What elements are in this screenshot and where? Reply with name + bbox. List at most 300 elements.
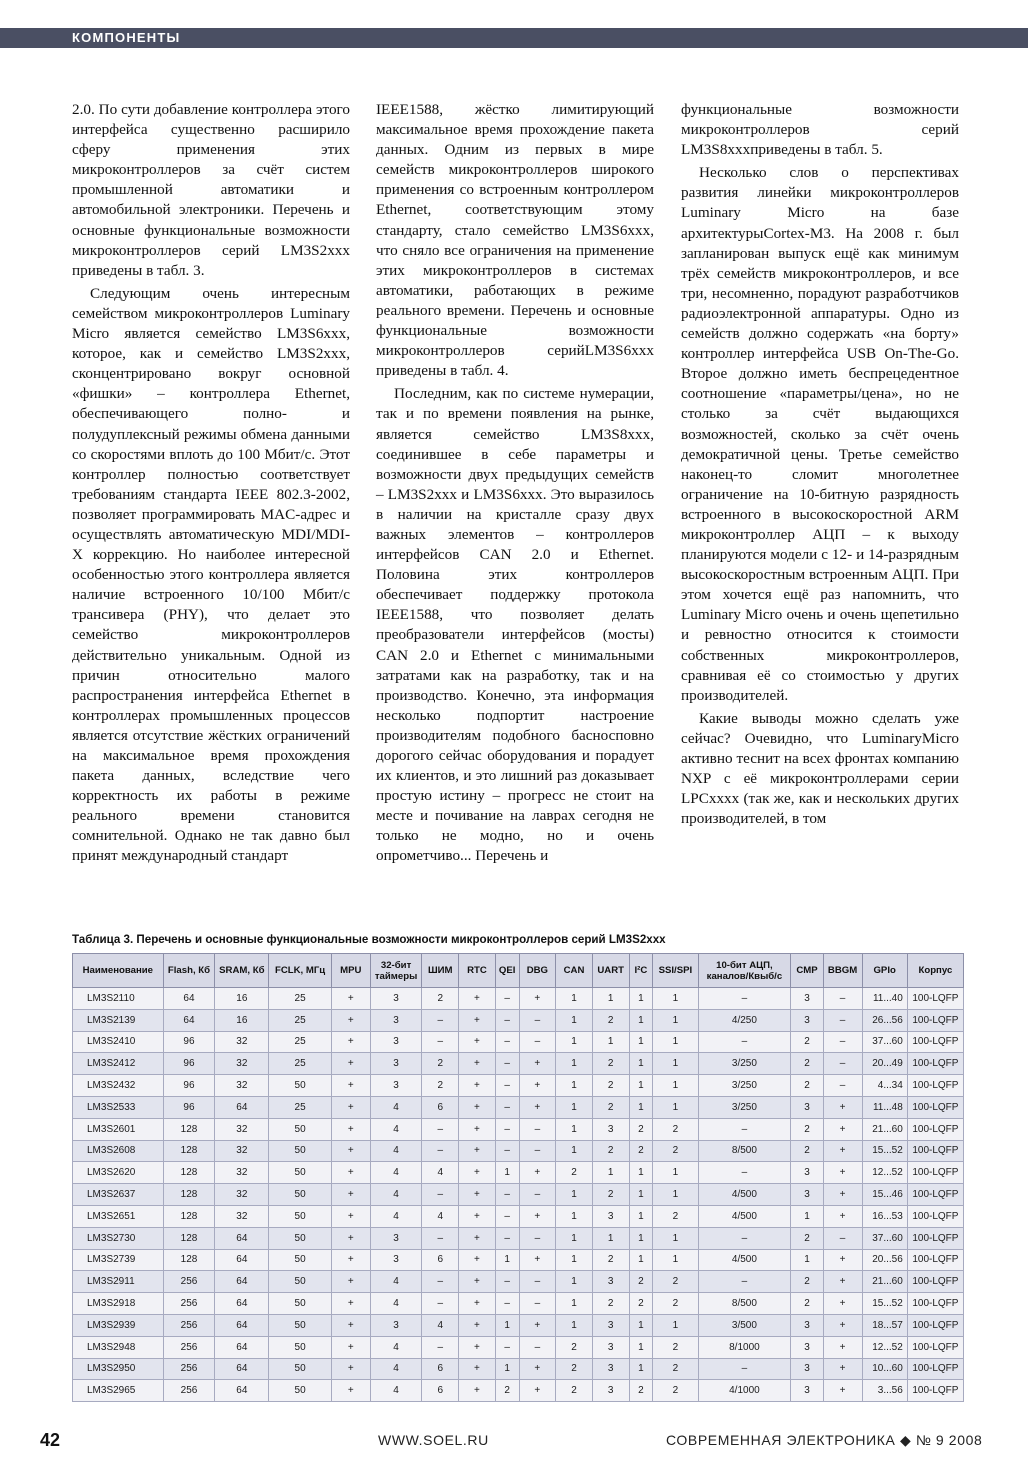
paragraph: функциональные возможности микроконтроллеров серий LM3S8xxxприведены в табл. 5. — [681, 101, 959, 159]
table-cell: – — [519, 1336, 556, 1358]
table-cell: 100-LQFP — [907, 1075, 963, 1097]
table-cell: 32 — [215, 1053, 269, 1075]
table-cell: – — [823, 1009, 862, 1031]
table-cell: + — [823, 1249, 862, 1271]
table-cell: + — [459, 988, 496, 1010]
table-cell: 4 — [370, 1096, 422, 1118]
table-cell: + — [459, 1162, 496, 1184]
table-cell: 8/1000 — [698, 1336, 791, 1358]
table-cell: + — [519, 1205, 556, 1227]
table-cell: – — [698, 1162, 791, 1184]
table-cell: 1 — [653, 1227, 698, 1249]
table-cell: 50 — [269, 1075, 332, 1097]
paragraph: IEEE1588, жёстко лимитирующий максимальное время прохождение пакета данных. Одним из первых в мире семейств микроконтроллеров широкого применения со встроенным контроллером Ethernet, соответствующим этому стандарту, стало семейство LM3S6xxx, что сняло все ограничения на применение этих микроконтроллеров в системах автоматики, работающих в режиме реального времени. Перечень и основные функциональные возможности микроконтроллеров серийLM3S6xxx приведены в табл. 4. — [376, 101, 654, 380]
table-cell: + — [459, 1031, 496, 1053]
column-header: SRAM, Кб — [215, 954, 269, 988]
table-cell: – — [495, 1293, 519, 1315]
table-cell: + — [459, 1314, 496, 1336]
table-cell: 4...34 — [862, 1075, 907, 1097]
table-cell: 1 — [653, 1249, 698, 1271]
table-cell: – — [698, 988, 791, 1010]
table-cell: 16...53 — [862, 1205, 907, 1227]
table-cell: + — [519, 1075, 556, 1097]
table-row — [73, 1227, 964, 1249]
table-cell: 15...52 — [862, 1293, 907, 1315]
table-cell: + — [519, 1096, 556, 1118]
table-cell: 3/250 — [698, 1053, 791, 1075]
table-cell: 50 — [269, 1249, 332, 1271]
column-header: DBG — [519, 954, 556, 988]
table-cell: + — [459, 1053, 496, 1075]
table-cell: 12...52 — [862, 1336, 907, 1358]
table-cell: 3 — [592, 1358, 629, 1380]
table-cell: 128 — [163, 1140, 215, 1162]
table-cell: + — [331, 1336, 370, 1358]
table-cell: 25 — [269, 1031, 332, 1053]
table-cell: 3 — [370, 1249, 422, 1271]
table-cell: + — [459, 1358, 496, 1380]
table-cell: + — [459, 1249, 496, 1271]
table-cell: 2 — [592, 1096, 629, 1118]
table-cell: 256 — [163, 1336, 215, 1358]
table-cell: LM3S2432 — [73, 1075, 164, 1097]
table-cell: 1 — [629, 1096, 653, 1118]
table-cell: + — [823, 1271, 862, 1293]
table-cell: 50 — [269, 1336, 332, 1358]
table-cell: – — [519, 1140, 556, 1162]
table-cell: – — [422, 1118, 459, 1140]
column-header: UART — [592, 954, 629, 988]
table-cell: 50 — [269, 1184, 332, 1206]
table-cell: 100-LQFP — [907, 1271, 963, 1293]
table-cell: 2 — [653, 1358, 698, 1380]
table-row — [73, 1249, 964, 1271]
table-cell: – — [519, 1118, 556, 1140]
table-cell: 3 — [791, 1380, 823, 1402]
table-cell: 1 — [556, 988, 593, 1010]
table-row — [73, 1162, 964, 1184]
table-cell: + — [519, 1249, 556, 1271]
table-cell: 4/500 — [698, 1249, 791, 1271]
table-cell: 2 — [592, 1184, 629, 1206]
table-cell: 21...60 — [862, 1118, 907, 1140]
table-cell: 6 — [422, 1380, 459, 1402]
table-cell: 128 — [163, 1162, 215, 1184]
table-cell: – — [422, 1336, 459, 1358]
table-cell: – — [823, 1031, 862, 1053]
table-cell: – — [422, 1271, 459, 1293]
table-cell: 2 — [653, 1293, 698, 1315]
table-cell: – — [823, 988, 862, 1010]
table-cell: 100-LQFP — [907, 1140, 963, 1162]
table-cell: 3 — [791, 988, 823, 1010]
table-cell: + — [823, 1118, 862, 1140]
table-cell: 20...56 — [862, 1249, 907, 1271]
table-cell: 3 — [592, 1380, 629, 1402]
table-cell: 64 — [215, 1380, 269, 1402]
table-cell: + — [459, 1380, 496, 1402]
table-cell: 100-LQFP — [907, 1009, 963, 1031]
table-cell: 100-LQFP — [907, 1053, 963, 1075]
table-cell: + — [823, 1358, 862, 1380]
column-header: ШИМ — [422, 954, 459, 988]
table-cell: + — [459, 1009, 496, 1031]
table-cell: 3...56 — [862, 1380, 907, 1402]
table-cell: 3 — [791, 1336, 823, 1358]
table-cell: 1 — [495, 1358, 519, 1380]
text-column-1 — [72, 100, 350, 867]
table-cell: 1 — [629, 1205, 653, 1227]
table-cell: 2 — [653, 1205, 698, 1227]
table-cell: + — [331, 1293, 370, 1315]
table-row — [73, 1380, 964, 1402]
table-cell: 2 — [653, 1118, 698, 1140]
table-cell: – — [698, 1358, 791, 1380]
table-row — [73, 988, 964, 1010]
column-header: CMP — [791, 954, 823, 988]
table-cell: 1 — [556, 1075, 593, 1097]
table-cell: 96 — [163, 1075, 215, 1097]
table-cell: + — [331, 1162, 370, 1184]
table-row — [73, 1205, 964, 1227]
table-cell: – — [422, 1184, 459, 1206]
table-cell: LM3S2139 — [73, 1009, 164, 1031]
table-cell: 50 — [269, 1380, 332, 1402]
journal-issue: СОВРЕМЕННАЯ ЭЛЕКТРОНИКА ◆ № 9 2008 — [666, 1432, 983, 1448]
paragraph: Последним, как по системе нумерации, так и по времени появления на рынке, является семейство LM3S8xxx, соединившее в себе параметры и возможности двух предыдущих семейств – LM3S2xxx и LM3S6xxx. Это выразилось в наличии на кристалле сразу двух важных элементов – контроллеров интерфейсов CAN 2.0 и Ethernet. Половина этих контроллеров обеспечивает поддержку протокола IEEE1588, что позволяет делать преобразователи интерфейсов (мосты) CAN 2.0 и Ethernet с минимальными затратами как на разработку, так и на производство. Конечно, эта информация несколько подпортит настроение производителям подобного басносповно дорогого сейчас оборудования и порадует их клиентов, и это лишний раз доказывает простую истину – прогресс не стоит на месте и почивание на лаврах сегодня не только не модно, но и очень опрометчиво... Перечень и — [376, 385, 654, 865]
table-cell: 32 — [215, 1184, 269, 1206]
table-cell: – — [422, 1227, 459, 1249]
table-cell: 2 — [592, 1075, 629, 1097]
table-cell: 256 — [163, 1271, 215, 1293]
table-cell: 2 — [791, 1075, 823, 1097]
table-cell: 50 — [269, 1118, 332, 1140]
table-cell: – — [495, 1031, 519, 1053]
table-row — [73, 1336, 964, 1358]
table-cell: 2 — [791, 1227, 823, 1249]
table-cell: 2 — [629, 1380, 653, 1402]
table-cell: 128 — [163, 1118, 215, 1140]
table-row — [73, 1118, 964, 1140]
table-row — [73, 1271, 964, 1293]
table-cell: 3 — [592, 1271, 629, 1293]
table-cell: 4/500 — [698, 1184, 791, 1206]
table-cell: 3 — [791, 1314, 823, 1336]
table-cell: LM3S2965 — [73, 1380, 164, 1402]
table-cell: – — [823, 1053, 862, 1075]
table-cell: 4 — [370, 1380, 422, 1402]
table-cell: 8/500 — [698, 1140, 791, 1162]
table-cell: 64 — [163, 1009, 215, 1031]
column-header: CAN — [556, 954, 593, 988]
column-header: 32-бит таймеры — [370, 954, 422, 988]
table-cell: 3 — [592, 1118, 629, 1140]
table-cell: 100-LQFP — [907, 1205, 963, 1227]
table-cell: + — [331, 1031, 370, 1053]
table-cell: + — [823, 1140, 862, 1162]
table-cell: – — [495, 1009, 519, 1031]
table-cell: + — [823, 1184, 862, 1206]
table-cell: 3 — [791, 1162, 823, 1184]
table-cell: 1 — [653, 1031, 698, 1053]
table-cell: 3 — [370, 1227, 422, 1249]
table-cell: 100-LQFP — [907, 1293, 963, 1315]
table-cell: + — [331, 1380, 370, 1402]
table-cell: 2 — [653, 1140, 698, 1162]
table-cell: 12...52 — [862, 1162, 907, 1184]
table-cell: – — [495, 1336, 519, 1358]
table-cell: + — [331, 1009, 370, 1031]
table-cell: – — [519, 1293, 556, 1315]
table-cell: – — [422, 1293, 459, 1315]
table-cell: – — [495, 1140, 519, 1162]
table-cell: 100-LQFP — [907, 1227, 963, 1249]
table-cell: + — [823, 1205, 862, 1227]
table-cell: 25 — [269, 1053, 332, 1075]
table-cell: 4 — [370, 1336, 422, 1358]
table-cell: LM3S2601 — [73, 1118, 164, 1140]
table-cell: 2 — [556, 1162, 593, 1184]
column-header: Наименование — [73, 954, 164, 988]
table-cell: 3 — [370, 1009, 422, 1031]
table-cell: – — [422, 1009, 459, 1031]
column-header: Корпус — [907, 954, 963, 988]
table-cell: 1 — [556, 1314, 593, 1336]
table-cell: 64 — [215, 1293, 269, 1315]
table-cell: 64 — [215, 1358, 269, 1380]
table-caption: Таблица 3. Перечень и основные функциональные возможности микроконтроллеров серий LM3S2xxx — [72, 933, 666, 946]
table-cell: 2 — [592, 1053, 629, 1075]
table-cell: 100-LQFP — [907, 1162, 963, 1184]
table-cell: 128 — [163, 1227, 215, 1249]
table-cell: + — [519, 988, 556, 1010]
table-cell: 25 — [269, 988, 332, 1010]
table-cell: 2 — [791, 1053, 823, 1075]
table-cell: 2 — [556, 1336, 593, 1358]
table-cell: 128 — [163, 1249, 215, 1271]
table-cell: 15...52 — [862, 1140, 907, 1162]
table-cell: 1 — [629, 1358, 653, 1380]
table-cell: 4 — [370, 1118, 422, 1140]
table-cell: 2 — [422, 988, 459, 1010]
table-cell: + — [459, 1184, 496, 1206]
table-cell: 96 — [163, 1096, 215, 1118]
table-cell: 256 — [163, 1314, 215, 1336]
table-cell: 96 — [163, 1031, 215, 1053]
table-cell: 1 — [653, 1162, 698, 1184]
table-cell: 64 — [215, 1271, 269, 1293]
table-row — [73, 1140, 964, 1162]
table-cell: + — [459, 1205, 496, 1227]
table-cell: 1 — [791, 1205, 823, 1227]
table-row — [73, 1293, 964, 1315]
table-cell: 50 — [269, 1205, 332, 1227]
table-cell: 32 — [215, 1118, 269, 1140]
table-cell: 4/250 — [698, 1009, 791, 1031]
paragraph: 2.0. По сути добавление контроллера этого интерфейса существенно расширило сферу применения этих микроконтроллеров за счёт систем промышленной автоматики и автомобильной электроники. Перечень и основные функциональные возможности микроконтроллеров серий LM3S2xxx приведены в табл. 3. — [72, 101, 350, 279]
table-cell: LM3S2918 — [73, 1293, 164, 1315]
table-cell: 1 — [653, 1096, 698, 1118]
table-cell: 2 — [791, 1271, 823, 1293]
table-cell: 3 — [592, 1314, 629, 1336]
table-cell: 2 — [592, 1293, 629, 1315]
table-cell: – — [823, 1227, 862, 1249]
table-cell: 16 — [215, 1009, 269, 1031]
section-header-band — [0, 28, 1028, 48]
table-cell: 3 — [370, 1031, 422, 1053]
table-cell: 4 — [370, 1162, 422, 1184]
table-cell: 50 — [269, 1162, 332, 1184]
table-cell: LM3S2608 — [73, 1140, 164, 1162]
table-cell: – — [519, 1227, 556, 1249]
table-cell: – — [698, 1118, 791, 1140]
table-cell: – — [495, 1118, 519, 1140]
table-cell: 256 — [163, 1380, 215, 1402]
table-cell: + — [823, 1096, 862, 1118]
column-header: GPIo — [862, 954, 907, 988]
table-cell: – — [519, 1271, 556, 1293]
table-cell: 3 — [370, 1053, 422, 1075]
table-cell: 2 — [495, 1380, 519, 1402]
table-cell: 50 — [269, 1271, 332, 1293]
table-cell: LM3S2637 — [73, 1184, 164, 1206]
table-row — [73, 1075, 964, 1097]
table-cell: 1 — [629, 1314, 653, 1336]
table-cell: 2 — [653, 1336, 698, 1358]
table-cell: 4 — [370, 1271, 422, 1293]
table-cell: 3 — [791, 1096, 823, 1118]
table-header-row — [73, 954, 964, 988]
table-cell: 1 — [629, 1184, 653, 1206]
table-cell: 2 — [791, 1031, 823, 1053]
table-cell: + — [331, 1358, 370, 1380]
table-cell: 1 — [629, 1009, 653, 1031]
table-cell: 1 — [556, 1293, 593, 1315]
table-cell: LM3S2950 — [73, 1358, 164, 1380]
table-cell: + — [331, 1118, 370, 1140]
table-cell: 32 — [215, 1162, 269, 1184]
table-cell: LM3S2620 — [73, 1162, 164, 1184]
table-row — [73, 1031, 964, 1053]
table-cell: + — [331, 1314, 370, 1336]
column-header: Flash, Кб — [163, 954, 215, 988]
table-cell: 1 — [592, 1031, 629, 1053]
table-cell: 1 — [556, 1118, 593, 1140]
table-cell: 37...60 — [862, 1227, 907, 1249]
table-cell: + — [459, 1140, 496, 1162]
table-cell: 4 — [370, 1358, 422, 1380]
table-cell: + — [519, 1358, 556, 1380]
table-cell: + — [519, 1380, 556, 1402]
table-cell: – — [519, 1184, 556, 1206]
table-cell: + — [331, 1184, 370, 1206]
table-cell: 8/500 — [698, 1293, 791, 1315]
table-cell: 64 — [215, 1227, 269, 1249]
table-cell: – — [422, 1140, 459, 1162]
table-cell: – — [495, 1227, 519, 1249]
table-cell: 1 — [629, 1227, 653, 1249]
table-cell: 1 — [653, 1053, 698, 1075]
table-cell: 64 — [163, 988, 215, 1010]
table-cell: LM3S2911 — [73, 1271, 164, 1293]
table-cell: 100-LQFP — [907, 988, 963, 1010]
table-cell: 3 — [791, 1184, 823, 1206]
table-cell: + — [823, 1293, 862, 1315]
paragraph: Какие выводы можно сделать уже сейчас? Очевидно, что LuminaryMicro активно теснит на всех фронтах компанию NXP с её микроконтроллерами серии LPCxxxx (так же, как и нескольких других производителей, в том — [681, 709, 959, 828]
table-cell: 2 — [629, 1140, 653, 1162]
table-row — [73, 1096, 964, 1118]
table-cell: 2 — [592, 1140, 629, 1162]
table-cell: 4 — [370, 1293, 422, 1315]
table-cell: + — [331, 1271, 370, 1293]
table-cell: 100-LQFP — [907, 1096, 963, 1118]
table-cell: 128 — [163, 1205, 215, 1227]
table-cell: + — [823, 1380, 862, 1402]
table-cell: 6 — [422, 1358, 459, 1380]
table-cell: LM3S2948 — [73, 1336, 164, 1358]
table-cell: + — [519, 1162, 556, 1184]
table-cell: 2 — [653, 1380, 698, 1402]
column-header: QEI — [495, 954, 519, 988]
table-row — [73, 1358, 964, 1380]
table-cell: 1 — [556, 1096, 593, 1118]
table-cell: 64 — [215, 1249, 269, 1271]
table-cell: 1 — [653, 1075, 698, 1097]
column-header: SSI/SPI — [653, 954, 698, 988]
table-cell: 1 — [653, 1184, 698, 1206]
paragraph: Несколько слов о перспективах развития линейки микроконтроллеров Luminary Micro на базе архитектурыCortex-M3. На 2008 г. был запланирован выпуск ещё как минимум трёх семейств микроконтроллеров, и все три, несомненно, порадуют разработчиков радиоэлектронной аппаратуры. Одно из семейств должно содержать «на борту» контроллер интерфейса USB On-The-Go. Второе должно иметь беспрецедентное соотношение «параметры/цена», но не столько за счёт выдающихся возможностей, сколько за счёт очень демократичной цены. Третье семейство наконец-то сломит многолетнее ограничение на 10-битную разрядность встроенного в высокоскоростной ARM микроконтроллер АЦП – к выходу планируются модели с 12- и 14-разрядным высокоскоростным встроенным АЦП. При этом хочется ещё раз напомнить, что Luminary Micro очень и очень щепетильно и ревностно относится к стоимости собственных микроконтроллеров, сравнивая её со стоимостью у других производителей. — [681, 164, 959, 704]
column-header: BBGM — [823, 954, 862, 988]
table-cell: 3/250 — [698, 1096, 791, 1118]
table-cell: + — [823, 1162, 862, 1184]
table-cell: LM3S2412 — [73, 1053, 164, 1075]
table-cell: 2 — [791, 1140, 823, 1162]
table-cell: 3 — [592, 1336, 629, 1358]
table-row — [73, 1053, 964, 1075]
table-cell: + — [331, 988, 370, 1010]
website-url: WWW.SOEL.RU — [378, 1432, 489, 1448]
table-cell: 1 — [629, 1249, 653, 1271]
table-cell: + — [331, 1227, 370, 1249]
table-cell: 10...60 — [862, 1358, 907, 1380]
table-cell: – — [495, 1205, 519, 1227]
table-cell: + — [519, 1314, 556, 1336]
table-cell: 1 — [629, 988, 653, 1010]
table-cell: 1 — [556, 1053, 593, 1075]
table-cell: 21...60 — [862, 1271, 907, 1293]
table-cell: 100-LQFP — [907, 1358, 963, 1380]
table-row — [73, 1314, 964, 1336]
table-cell: 2 — [556, 1380, 593, 1402]
table-cell: 3/500 — [698, 1314, 791, 1336]
table-cell: 100-LQFP — [907, 1118, 963, 1140]
table-cell: + — [331, 1205, 370, 1227]
table-cell: 2 — [422, 1053, 459, 1075]
table-cell: + — [331, 1075, 370, 1097]
table-cell: 3 — [370, 1314, 422, 1336]
table-cell: 64 — [215, 1336, 269, 1358]
table-cell: LM3S2651 — [73, 1205, 164, 1227]
table-cell: 1 — [629, 1031, 653, 1053]
table-cell: 100-LQFP — [907, 1184, 963, 1206]
table-cell: 100-LQFP — [907, 1336, 963, 1358]
table-cell: 1 — [653, 1314, 698, 1336]
table-cell: 3 — [791, 1009, 823, 1031]
column-header: RTC — [459, 954, 496, 988]
table-cell: – — [823, 1075, 862, 1097]
table-cell: 6 — [422, 1249, 459, 1271]
column-header: MPU — [331, 954, 370, 988]
